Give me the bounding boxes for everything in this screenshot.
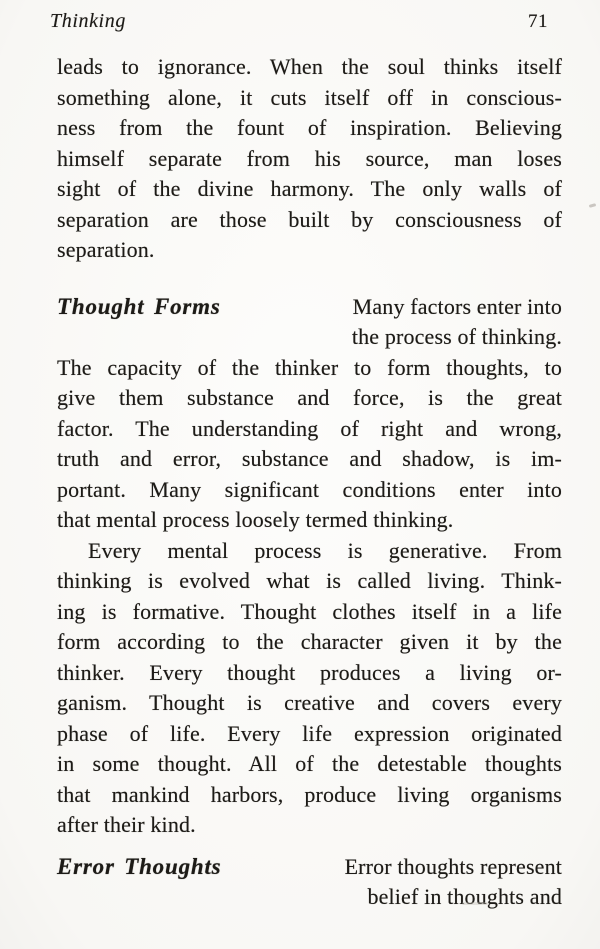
- section-intro-line: Error thoughts represent: [344, 853, 562, 879]
- text-line: ness from the fount of inspiration. Believing: [57, 115, 562, 140]
- text-line: sight of the divine harmony. The only walls of: [57, 176, 562, 201]
- text-line: ganism. Thought is creative and covers every: [57, 690, 562, 715]
- section-block: [57, 292, 562, 536]
- text-line: that mankind harbors, produce living organisms: [57, 781, 562, 807]
- text-line: Every mental process is generative. From: [88, 537, 562, 563]
- text-line: thinker. Every thought produces a living or-: [57, 659, 562, 685]
- text-line: in some thought. All of the detestable thoughts: [57, 751, 562, 776]
- section-heading-row: [57, 852, 562, 883]
- text-line: ing is formative. Thought clothes itself in a life: [57, 598, 562, 624]
- scan-artifact: [589, 203, 597, 208]
- page-header: [0, 0, 600, 34]
- page-body: [57, 52, 562, 913]
- text-line: himself separate from his source, man loses: [57, 145, 562, 171]
- scan-artifact: [462, 902, 488, 905]
- page-number: 71: [528, 11, 548, 32]
- text-line: The capacity of the thinker to form thoughts, to: [57, 354, 562, 380]
- running-title: Thinking: [50, 10, 126, 32]
- section-intro-line: belief in thoughts and: [367, 884, 562, 909]
- text-line: portant. Many significant conditions enter into: [57, 476, 562, 502]
- text-line: truth and error, substance and shadow, is im-: [57, 446, 562, 471]
- section-heading: Error Thoughts: [57, 853, 222, 879]
- text-line: phase of life. Every life expression originated: [57, 720, 562, 746]
- section-heading: Thought Forms: [57, 293, 221, 319]
- section-intro-line: the process of thinking.: [351, 324, 562, 349]
- text-line: separation.: [57, 237, 155, 262]
- section-heading-row: [57, 292, 562, 323]
- text-line: form according to the character given it by the: [57, 629, 562, 654]
- text-line: that mental process loosely termed thinking.: [57, 507, 454, 532]
- section-intro-line: Many factors enter into: [352, 293, 562, 319]
- text-line: leads to ignorance. When the soul thinks itself: [57, 54, 562, 79]
- text-line: separation are those built by consciousness of: [57, 206, 562, 232]
- paragraph-block: [57, 536, 562, 841]
- text-line: give them substance and force, is the great: [57, 385, 562, 410]
- text-line: thinking is evolved what is called living. Think-: [57, 568, 562, 593]
- text-line: something alone, it cuts itself off in conscious-: [57, 84, 562, 110]
- paragraph-block: [57, 52, 562, 266]
- text-line: after their kind.: [57, 812, 196, 837]
- text-line: factor. The understanding of right and wrong,: [57, 415, 562, 441]
